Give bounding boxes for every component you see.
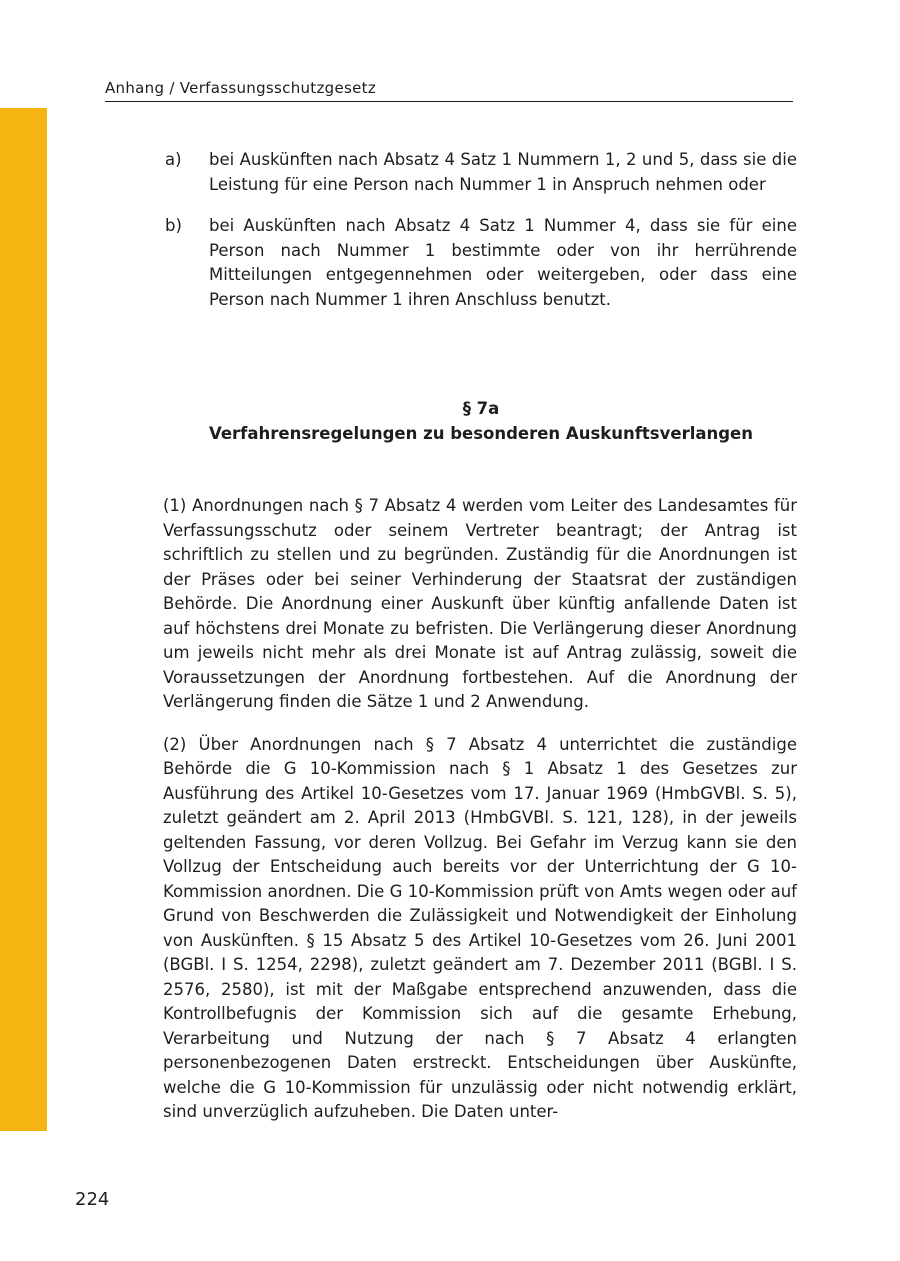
enumeration-list [165,148,797,329]
section-body [163,494,797,1143]
section-number: § 7a [462,399,500,418]
section-title: Verfahrensregelungen zu besonderen Auskunftsverlangen [208,424,753,443]
page-number: 224 [75,1189,110,1210]
paragraph-2: (2) Über Anordnungen nach § 7 Absatz 4 unterrichtet die zuständige Behörde die G 10-Kommission nach § 1 Absatz 1 des Gesetzes zur Ausführung des Artikel 10-Gesetzes vom 17. Januar 1969 (HmbGVBl. S. 5), zuletzt geändert am 2. April 2013 (HmbGVBl. S. 121, 128), in der jeweils geltenden Fassung, vor deren Vollzug. Bei Gefahr im Verzug kann sie den Vollzug der Entscheidung auch bereits vor der Unterrichtung der G 10-Kommission anordnen. Die G 10-Kommission prüft von Amts wegen oder auf Grund von Beschwerden die Zulässigkeit und Notwendigkeit der Einholung von Auskünften. § 15 Absatz 5 des Artikel 10-Gesetzes vom 26. Juni 2001 (BGBl. I S. 1254, 2298), zuletzt geändert am 7. Dezember 2011 (BGBl. I S. 2576, 2580), ist mit der Maßgabe entsprechend anzuwenden, dass die Kontrollbefugnis der Kommission sich auf die gesamte Erhebung, Verarbeitung und Nutzung der nach § 7 Absatz 4 erlangten personenbezogenen Daten erstreckt. Entscheidungen über Auskünfte, welche die G 10-Kommission für unzulässig oder nicht notwendig erklärt, sind unverzüglich aufzuheben. Die Daten unter- [163,734,797,1121]
list-item [165,214,797,312]
list-item [165,148,797,197]
running-head: Anhang / Verfassungsschutzgesetz [105,78,793,102]
list-text: bei Auskünften nach Absatz 4 Satz 1 Nummern 1, 2 und 5, dass sie die Leistung für eine Person nach Nummer 1 in Anspruch nehmen oder [209,150,797,194]
list-marker: a) [165,150,182,169]
list-text: bei Auskünften nach Absatz 4 Satz 1 Nummer 4, dass sie für eine Person nach Nummer 1 bestimmte oder von ihr herrührende Mitteilungen entgegennehmen oder weitergeben, oder dass eine Person nach Nummer 1 ihren Anschluss benutzt. [209,216,797,309]
list-marker: b) [165,216,182,235]
paragraph-1: (1) Anordnungen nach § 7 Absatz 4 werden vom Leiter des Landesamtes für Verfassungsschutz oder seinem Vertreter beantragt; der Antrag ist schriftlich zu stellen und zu begründen. Zuständig für die Anordnungen ist der Präses oder bei seiner Verhinderung der Staatsrat der zuständigen Behörde. Die Anordnung einer Auskunft über künftig anfallende Daten ist auf höchstens drei Monate zu befristen. Die Verlängerung dieser Anordnung um jeweils nicht mehr als drei Monate ist auf Antrag zulässig, soweit die Voraussetzungen der Anordnung fortbestehen. Auf die Anordnung der Verlängerung finden die Sätze 1 und 2 Anwendung. [163,496,797,711]
chapter-marker-bar [0,108,47,1131]
section-heading [165,396,797,446]
